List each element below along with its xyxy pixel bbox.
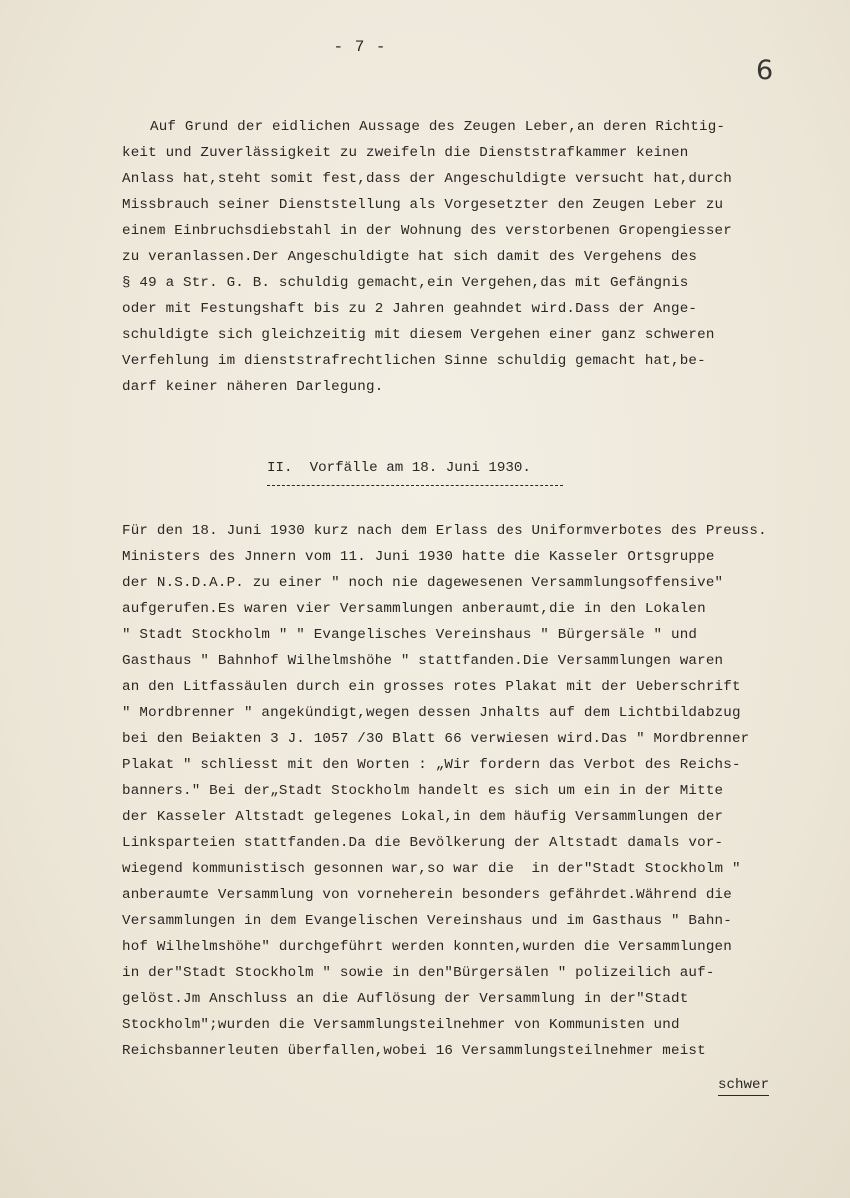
text-line: banners." Bei der„Stadt Stockholm handelt es sich um ein in der Mitte xyxy=(122,783,724,799)
text-line: Plakat " schliesst mit den Worten : „Wir fordern das Verbot des Reichs- xyxy=(122,757,741,773)
text-line: § 49 a Str. G. B. schuldig gemacht,ein Vergehen,das mit Gefängnis xyxy=(122,275,689,291)
text-line: zu veranlassen.Der Angeschuldigte hat sich damit des Vergehens des xyxy=(122,249,698,265)
text-line: in der"Stadt Stockholm " sowie in den"Bürgersälen " polizeilich auf- xyxy=(122,965,715,981)
text-line: gelöst.Jm Anschluss an die Auflösung der Versammlung in der"Stadt xyxy=(122,991,689,1007)
text-line: Verfehlung im dienststrafrechtlichen Sinne schuldig gemacht hat,be- xyxy=(122,353,706,369)
heading-underline xyxy=(267,485,563,486)
text-line: bei den Beiakten 3 J. 1057 /30 Blatt 66 verwiesen wird.Das " Mordbrenner xyxy=(122,731,750,747)
folio-number: 6 xyxy=(756,55,774,86)
section-heading: II. Vorfälle am 18. Juni 1930. xyxy=(267,460,531,476)
text-line: " Mordbrenner " angekündigt,wegen dessen Jnhalts auf dem Lichtbildabzug xyxy=(122,705,741,721)
text-line: darf keiner näheren Darlegung. xyxy=(122,379,384,395)
text-line: Anlass hat,steht somit fest,dass der Angeschuldigte versucht hat,durch xyxy=(122,171,732,187)
text-line: anberaumte Versammlung von vorneherein besonders gefährdet.Während die xyxy=(122,887,732,903)
text-line: wiegend kommunistisch gesonnen war,so war die in der"Stadt Stockholm " xyxy=(122,861,741,877)
text-line: Für den 18. Juni 1930 kurz nach dem Erlass des Uniformverbotes des Preuss. xyxy=(122,523,767,539)
text-line: keit und Zuverlässigkeit zu zweifeln die Dienststrafkammer keinen xyxy=(122,145,689,161)
text-line: Versammlungen in dem Evangelischen Vereinshaus und im Gasthaus " Bahn- xyxy=(122,913,732,929)
text-line: Linksparteien stattfanden.Da die Bevölkerung der Altstadt damals vor- xyxy=(122,835,724,851)
text-line: der N.S.D.A.P. zu einer " noch nie dagewesenen Versammlungsoffensive" xyxy=(122,575,724,591)
text-line: oder mit Festungshaft bis zu 2 Jahren geahndet wird.Dass der Ange- xyxy=(122,301,698,317)
text-line: einem Einbruchsdiebstahl in der Wohnung des verstorbenen Gropengiesser xyxy=(122,223,732,239)
catchword: schwer xyxy=(718,1077,769,1096)
text-line: Auf Grund der eidlichen Aussage des Zeugen Leber,an deren Richtig- xyxy=(150,119,726,135)
text-line: der Kasseler Altstadt gelegenes Lokal,in dem häufig Versammlungen der xyxy=(122,809,724,825)
text-line: " Stadt Stockholm " " Evangelisches Vereinshaus " Bürgersäle " und xyxy=(122,627,698,643)
text-line: Gasthaus " Bahnhof Wilhelmshöhe " stattfanden.Die Versammlungen waren xyxy=(122,653,724,669)
text-line: Missbrauch seiner Dienststellung als Vorgesetzter den Zeugen Leber zu xyxy=(122,197,724,213)
text-line: Reichsbannerleuten überfallen,wobei 16 Versammlungsteilnehmer meist xyxy=(122,1043,706,1059)
text-line: Stockholm";wurden die Versammlungsteilnehmer von Kommunisten und xyxy=(122,1017,680,1033)
text-line: an den Litfassäulen durch ein grosses rotes Plakat mit der Ueberschrift xyxy=(122,679,741,695)
text-line: aufgerufen.Es waren vier Versammlungen anberaumt,die in den Lokalen xyxy=(122,601,706,617)
text-line: schuldigte sich gleichzeitig mit diesem Vergehen einer ganz schweren xyxy=(122,327,715,343)
page-number: - 7 - xyxy=(333,38,387,56)
text-line: hof Wilhelmshöhe" durchgeführt werden konnten,wurden die Versammlungen xyxy=(122,939,732,955)
text-line: Ministers des Jnnern vom 11. Juni 1930 hatte die Kasseler Ortsgruppe xyxy=(122,549,715,565)
